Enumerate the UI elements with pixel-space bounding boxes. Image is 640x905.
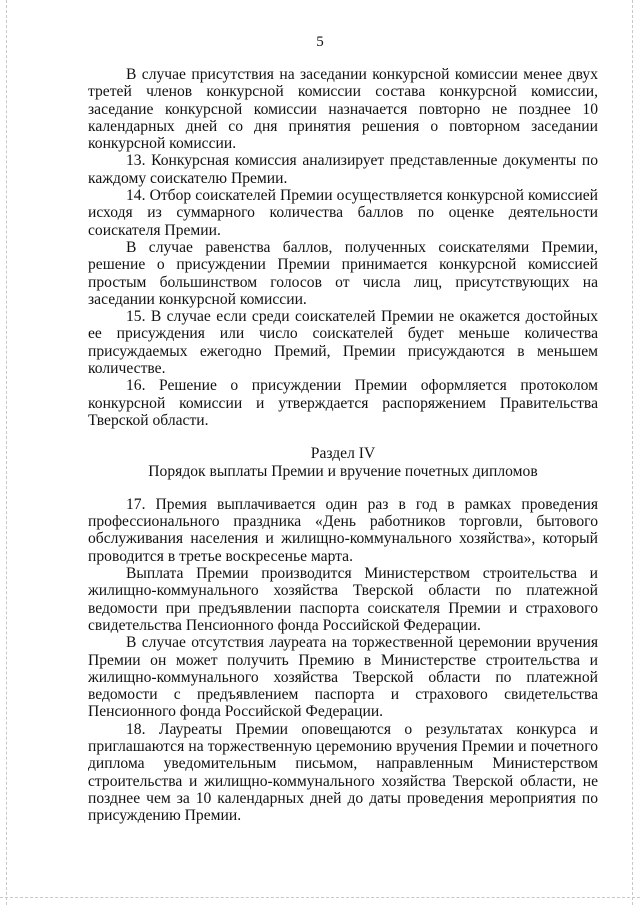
paragraph-16: 16. Решение о присуждении Премии оформляется протоколом конкурсной комиссии и утверждается распоряжением Правительства Тверской области. — [88, 377, 598, 429]
paragraph-17: 17. Премия выплачивается один раз в год в рамках проведения профессионального праздника «День работников торговли, бытового обслуживания населения и жилищно-коммунального хозяйства», который проводится в третье воскресенье марта. — [88, 495, 598, 565]
section-title: Порядок выплаты Премии и вручение почетных дипломов — [148, 462, 538, 480]
paragraph-14: 14. Отбор соискателей Премии осуществляется конкурсной комиссией исходя из суммарного количества баллов по оценке деятельности соискателя Премии. — [88, 187, 598, 239]
paragraph-payment: Выплата Премии производится Министерством строительства и жилищно-коммунального хозяйства Тверской области по платежной ведомости при предъявлении паспорта соискателя Премии и страхового свидетельства Пенсионного фонда Российской Федерации. — [88, 565, 598, 634]
paragraph-15: 15. В случае если среди соискателей Премии не окажется достойных ее присуждения или число соискателей будет меньше количества присуждаемых ежегодно Премий, Премии присуждаются в меньшем количестве. — [88, 308, 598, 378]
scan-edge-bottom — [0, 897, 640, 898]
scan-edge-right — [632, 0, 634, 905]
paragraph-absence: В случае отсутствия лауреата на торжественной церемонии вручения Премии он может получить Премию в Министерстве строительства и жилищно-коммунального хозяйства Тверской области по платежной ведомости с предъявлением паспорта и страхового свидетельства Пенсионного фонда Российской Федерации. — [88, 634, 598, 721]
document-body — [88, 66, 598, 824]
scan-edge-left — [6, 0, 8, 905]
paragraph-quorum: В случае присутствия на заседании конкурсной комиссии менее двух третей членов конкурсной комиссии состава конкурсной комиссии, заседание конкурсной комиссии назначается повторно не позднее 10 календарных дней со дня принятия решения о повторном заседании конкурсной комиссии. — [88, 66, 598, 153]
paragraph-18: 18. Лауреаты Премии оповещаются о результатах конкурса и приглашаются на торжественную церемонию вручения Премии и почетного диплома уведомительным письмом, направленным Министерством строительства и жилищно-коммунального хозяйства Тверской области, не позднее чем за 10 календарных дней до даты проведения мероприятия по присуждению Премии. — [88, 720, 598, 825]
section-number: Раздел IV — [310, 445, 376, 463]
page-number: 5 — [316, 34, 324, 50]
paragraph-13: 13. Конкурсная комиссия анализирует представленные документы по каждому соискателю Премии. — [88, 152, 598, 187]
paragraph-equal-scores: В случае равенства баллов, полученных соискателями Премии, решение о присуждении Премии принимается конкурсной комиссией простым большинством голосов от числа лиц, присутствующих на заседании конкурсной комиссии. — [88, 238, 598, 308]
